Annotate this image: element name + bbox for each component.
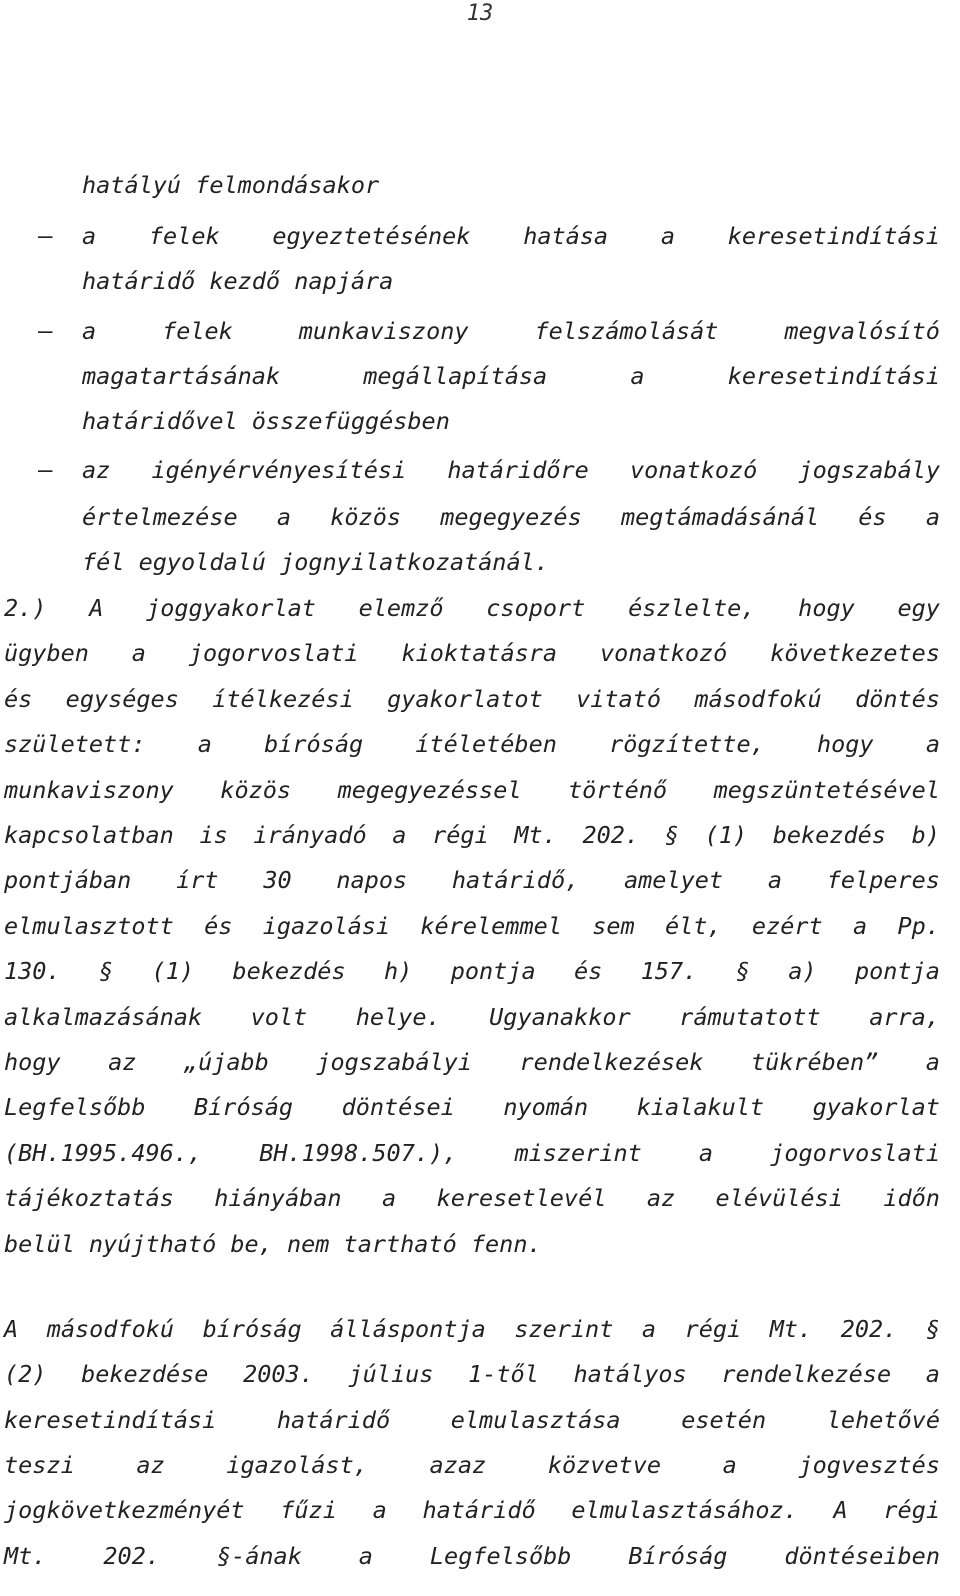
word: a [131, 639, 146, 667]
paragraph-line [4, 776, 940, 804]
word: egyeztetésének [272, 222, 471, 250]
word: megegyezés [440, 503, 582, 531]
word: vitató [576, 685, 661, 713]
word: jogkövetkezményét [4, 1496, 245, 1524]
word: teszi [4, 1451, 75, 1479]
word: elmulasztása [450, 1406, 621, 1434]
paragraph-line [4, 1184, 940, 1212]
bullet-line [82, 503, 940, 531]
word: élt, [665, 912, 722, 940]
word: hogy [4, 1048, 61, 1076]
word: született: [4, 730, 146, 758]
word: (1) [704, 821, 748, 849]
word: megszüntetésével [713, 776, 940, 804]
word: arra, [869, 1003, 940, 1031]
word: 130. [4, 957, 61, 985]
word: rögzítette, [609, 730, 765, 758]
bullet-dash: – [38, 222, 53, 250]
word: BH.1998.507.), [259, 1139, 458, 1167]
word: időn [883, 1184, 940, 1212]
word: Pp. [897, 912, 940, 940]
word: az [82, 456, 111, 484]
word: határidő, [451, 866, 580, 894]
paragraph-line: belül nyújtható be, nem tartható fenn. [4, 1230, 542, 1258]
word: a [698, 1139, 714, 1167]
word: megegyezéssel [337, 776, 522, 804]
word: pontja [450, 957, 536, 985]
paragraph-line [4, 685, 940, 713]
word: egy [897, 594, 940, 622]
word: munkaviszony [298, 317, 469, 345]
word: a [358, 1542, 373, 1570]
bullet-line: határidő kezdő napjára [82, 267, 394, 295]
word: A [89, 594, 104, 622]
word: 202. [103, 1542, 160, 1570]
word: ügyben [4, 639, 89, 667]
word: rámutatott [679, 1003, 821, 1031]
word: felszámolását [534, 317, 719, 345]
word: is [199, 821, 228, 849]
word: ítéletében [415, 730, 557, 758]
word: felek [162, 317, 233, 345]
word: esetén [681, 1406, 767, 1434]
word: döntéseiben [784, 1542, 940, 1570]
bullet-line [82, 222, 940, 250]
word: az [136, 1451, 165, 1479]
word: § [735, 957, 750, 985]
paragraph-line [4, 1451, 940, 1479]
word: h) [384, 957, 413, 985]
word: felek [148, 222, 220, 250]
word: bíróság [264, 730, 364, 758]
word: „újabb [183, 1048, 269, 1076]
word: közös [330, 503, 402, 531]
word: és [4, 685, 33, 713]
word: a [853, 912, 868, 940]
word: Bíróság [194, 1093, 294, 1121]
word: 202. [840, 1315, 898, 1343]
word: § [99, 957, 114, 985]
word: bekezdés [232, 957, 346, 985]
word: és [204, 912, 233, 940]
bullet-dash: – [38, 456, 53, 484]
word: és [858, 503, 887, 531]
word: közvetve [547, 1451, 661, 1479]
word: a [82, 222, 97, 250]
word: a [392, 821, 407, 849]
word: 2003. [243, 1360, 314, 1388]
word: a [925, 1360, 940, 1388]
word: (2) [4, 1360, 47, 1388]
word: 202. [582, 821, 640, 849]
word: A [4, 1315, 19, 1343]
word: jogvesztés [798, 1451, 940, 1479]
paragraph-line [4, 1496, 940, 1524]
bullet-line [82, 317, 940, 345]
word: b) [911, 821, 940, 849]
word: jogorvoslati [770, 1139, 940, 1167]
word: a [641, 1315, 657, 1343]
word: munkaviszony [4, 776, 174, 804]
word: a [722, 1451, 737, 1479]
word: kialakult [636, 1093, 765, 1121]
paragraph-line [4, 957, 940, 985]
word: igazolási [262, 912, 391, 940]
word: közös [220, 776, 292, 804]
word: vonatkozó [599, 639, 728, 667]
paragraph-line [4, 639, 940, 667]
word: felperes [826, 866, 940, 894]
word: rendelkezése [721, 1360, 892, 1388]
bullet-line [82, 456, 940, 484]
word: a [197, 730, 212, 758]
word: vonatkozó [629, 456, 758, 484]
word: fűzi [280, 1496, 337, 1524]
word: jogszabályi [316, 1048, 472, 1076]
word: az [646, 1184, 676, 1212]
word: Bíróság [628, 1542, 728, 1570]
word: hatása [523, 222, 609, 250]
word: megállapítása [363, 362, 548, 390]
paragraph-line [4, 1139, 940, 1167]
word: a [82, 317, 97, 345]
bullet-line [82, 362, 940, 390]
word: írt [176, 866, 219, 894]
word: ezért [751, 912, 823, 940]
word: másodfokú [46, 1315, 175, 1343]
word: igazolást, [226, 1451, 368, 1479]
word: Mt. [769, 1315, 813, 1343]
word: a) [788, 957, 817, 985]
word: egységes [65, 685, 179, 713]
paragraph-line [4, 866, 940, 894]
word: gyakorlatot [387, 685, 543, 713]
word: másodfokú [694, 685, 822, 713]
paragraph-line [4, 1048, 940, 1076]
word: gyakorlat [812, 1093, 940, 1121]
word: helye. [355, 1003, 441, 1031]
word: döntései [341, 1093, 455, 1121]
word: volt [250, 1003, 308, 1031]
word: bekezdése [81, 1360, 209, 1388]
word: A [833, 1496, 848, 1524]
paragraph-line [4, 1003, 940, 1031]
word: ítélkezési [212, 685, 354, 713]
word: hiányában [214, 1184, 342, 1212]
word: igényérvényesítési [151, 456, 407, 484]
word: amelyet [624, 866, 724, 894]
word: a [925, 730, 940, 758]
paragraph-line [4, 1315, 940, 1343]
word: a [925, 503, 940, 531]
paragraph-line [4, 1360, 940, 1388]
word: pontja [854, 957, 940, 985]
word: keresetindítási [727, 362, 940, 390]
paragraph-line [4, 730, 940, 758]
word: pontjában [4, 866, 132, 894]
word: tájékoztatás [4, 1184, 174, 1212]
word: magatartásának [82, 362, 281, 390]
word: július [348, 1360, 434, 1388]
word: elévülési [715, 1184, 843, 1212]
word: Legfelsőbb [4, 1093, 146, 1121]
word: hogy [816, 730, 874, 758]
word: Legfelsőbb [429, 1542, 572, 1570]
word: jogorvoslati [188, 639, 359, 667]
word: megtámadásánál [620, 503, 820, 531]
word: elmulasztott [4, 912, 174, 940]
word: (BH.1995.496., [4, 1139, 203, 1167]
paragraph-line [4, 1406, 940, 1434]
word: álláspontja [330, 1315, 486, 1343]
word: megvalósító [784, 317, 940, 345]
word: Ugyanakkor [489, 1003, 631, 1031]
word: §-ának [216, 1542, 302, 1570]
word: 157. [640, 957, 698, 985]
word: a [382, 1184, 397, 1212]
word: határidő [276, 1406, 391, 1434]
word: régi [684, 1315, 742, 1343]
word: döntés [855, 685, 940, 713]
word: elemző [358, 594, 444, 622]
word: 2.) [4, 594, 47, 622]
word: a [276, 503, 292, 531]
word: Mt. [4, 1542, 47, 1570]
word: kioktatásra [401, 639, 558, 667]
word: lehetővé [826, 1406, 940, 1434]
word: az [108, 1048, 137, 1076]
word: Mt. [514, 821, 557, 849]
word: 1-től [468, 1360, 539, 1388]
word: következetes [770, 639, 940, 667]
word: értelmezése [82, 503, 238, 531]
paragraph-line [4, 1542, 940, 1570]
word: régi [883, 1496, 940, 1524]
word: és [574, 957, 603, 985]
word: határidő [422, 1496, 536, 1524]
word: § [925, 1315, 940, 1343]
word: keresetindítási [727, 222, 940, 250]
word: kapcsolatban [4, 821, 174, 849]
word: tükrében” [750, 1048, 879, 1076]
word: régi [432, 821, 489, 849]
page-number: 13 [466, 1, 494, 26]
word: jogszabály [798, 456, 940, 484]
word: a [372, 1496, 387, 1524]
word: bekezdés [772, 821, 886, 849]
bullet-dash: – [38, 317, 53, 345]
word: a [925, 1048, 940, 1076]
word: határidőre [447, 456, 589, 484]
word: azaz [429, 1451, 487, 1479]
paragraph-line [4, 912, 940, 940]
word: kérelemmel [420, 912, 562, 940]
bullet-line: fél egyoldalú jognyilatkozatánál. [82, 548, 549, 576]
word: hogy [798, 594, 855, 622]
word: szerint [514, 1315, 614, 1343]
word: keresetindítási [4, 1406, 217, 1434]
word: bíróság [202, 1315, 302, 1343]
word: joggyakorlat [146, 594, 316, 622]
word: történő [568, 776, 668, 804]
intro-line: hatályú felmondásakor [82, 171, 380, 199]
bullet-line: határidővel összefüggésben [82, 407, 450, 435]
word: miszerint [514, 1139, 642, 1167]
word: rendelkezések [519, 1048, 704, 1076]
paragraph-line [4, 594, 940, 622]
word: hatályos [573, 1360, 687, 1388]
paragraph-line [4, 821, 940, 849]
word: (1) [151, 957, 195, 985]
word: elmulasztásához. [571, 1496, 798, 1524]
word: csoport [486, 594, 586, 622]
word: alkalmazásának [4, 1003, 203, 1031]
word: § [664, 821, 679, 849]
word: nyomán [503, 1093, 589, 1121]
word: irányadó [253, 821, 367, 849]
word: a [767, 866, 782, 894]
paragraph-line [4, 1093, 940, 1121]
word: a [630, 362, 645, 390]
word: 30 [263, 866, 292, 894]
word: napos [336, 866, 408, 894]
word: keresetlevél [436, 1184, 607, 1212]
word: észlelte, [628, 594, 756, 622]
word: sem [592, 912, 635, 940]
word: a [660, 222, 675, 250]
